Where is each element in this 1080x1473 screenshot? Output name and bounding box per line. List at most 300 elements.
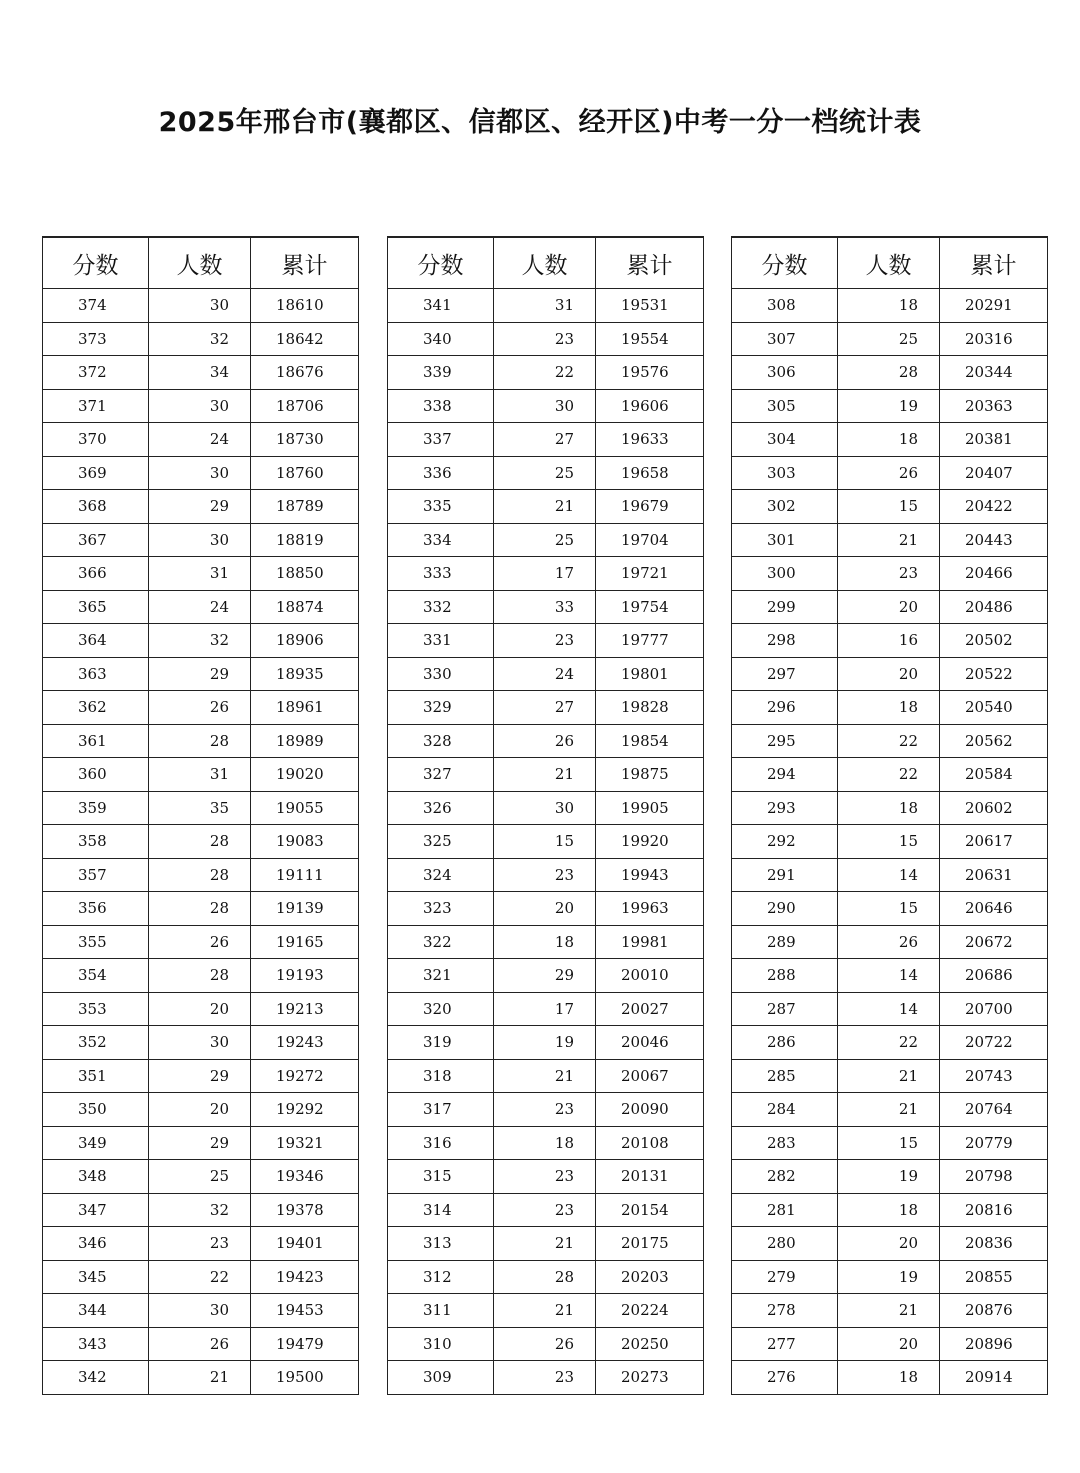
cumulative-cell: 20466 bbox=[940, 557, 1048, 591]
table-row bbox=[732, 1193, 1048, 1227]
table-row bbox=[732, 858, 1048, 892]
score-cell: 309 bbox=[388, 1361, 494, 1395]
table-row bbox=[732, 1260, 1048, 1294]
count-cell: 21 bbox=[494, 1227, 596, 1261]
table-row bbox=[43, 825, 359, 859]
table-row bbox=[43, 590, 359, 624]
count-cell: 14 bbox=[838, 992, 940, 1026]
count-cell: 24 bbox=[149, 590, 251, 624]
table-row bbox=[732, 590, 1048, 624]
score-cell: 286 bbox=[732, 1026, 838, 1060]
score-cell: 353 bbox=[43, 992, 149, 1026]
cumulative-cell: 20027 bbox=[596, 992, 704, 1026]
score-cell: 328 bbox=[388, 724, 494, 758]
count-cell: 18 bbox=[838, 791, 940, 825]
table-row bbox=[43, 289, 359, 323]
table-header bbox=[43, 237, 359, 289]
table-row bbox=[43, 992, 359, 1026]
score-cell: 287 bbox=[732, 992, 838, 1026]
cumulative-cell: 19828 bbox=[596, 691, 704, 725]
count-cell: 14 bbox=[838, 858, 940, 892]
table-row bbox=[732, 758, 1048, 792]
cumulative-cell: 18935 bbox=[251, 657, 359, 691]
score-cell: 314 bbox=[388, 1193, 494, 1227]
count-cell: 29 bbox=[149, 490, 251, 524]
count-cell: 30 bbox=[149, 1294, 251, 1328]
cumulative-cell: 20602 bbox=[940, 791, 1048, 825]
count-cell: 23 bbox=[494, 1361, 596, 1395]
cumulative-cell: 20562 bbox=[940, 724, 1048, 758]
table-row bbox=[43, 892, 359, 926]
score-cell: 330 bbox=[388, 657, 494, 691]
score-cell: 342 bbox=[43, 1361, 149, 1395]
cumulative-cell: 19801 bbox=[596, 657, 704, 691]
cumulative-cell: 18676 bbox=[251, 356, 359, 390]
count-cell: 32 bbox=[149, 1193, 251, 1227]
cumulative-cell: 20816 bbox=[940, 1193, 1048, 1227]
score-cell: 291 bbox=[732, 858, 838, 892]
score-cell: 307 bbox=[732, 322, 838, 356]
count-cell: 23 bbox=[149, 1227, 251, 1261]
cumulative-cell: 19658 bbox=[596, 456, 704, 490]
count-cell: 28 bbox=[149, 858, 251, 892]
cumulative-cell: 20486 bbox=[940, 590, 1048, 624]
cumulative-cell: 20250 bbox=[596, 1327, 704, 1361]
table-row bbox=[732, 1327, 1048, 1361]
count-cell: 20 bbox=[149, 992, 251, 1026]
table-row bbox=[43, 959, 359, 993]
score-cell: 333 bbox=[388, 557, 494, 591]
count-cell: 19 bbox=[838, 389, 940, 423]
count-cell: 18 bbox=[838, 289, 940, 323]
count-cell: 21 bbox=[494, 490, 596, 524]
table-row bbox=[732, 791, 1048, 825]
score-cell: 329 bbox=[388, 691, 494, 725]
table-row bbox=[388, 825, 704, 859]
count-cell: 19 bbox=[838, 1160, 940, 1194]
table-row bbox=[732, 724, 1048, 758]
score-cell: 288 bbox=[732, 959, 838, 993]
table-row bbox=[732, 523, 1048, 557]
cumulative-cell: 20646 bbox=[940, 892, 1048, 926]
score-cell: 285 bbox=[732, 1059, 838, 1093]
score-cell: 295 bbox=[732, 724, 838, 758]
cumulative-cell: 19479 bbox=[251, 1327, 359, 1361]
table-row bbox=[732, 925, 1048, 959]
table-row bbox=[43, 657, 359, 691]
count-cell: 26 bbox=[838, 925, 940, 959]
score-cell: 276 bbox=[732, 1361, 838, 1395]
score-cell: 324 bbox=[388, 858, 494, 892]
cumulative-cell: 20914 bbox=[940, 1361, 1048, 1395]
table-row bbox=[388, 322, 704, 356]
score-cell: 310 bbox=[388, 1327, 494, 1361]
table-row bbox=[732, 356, 1048, 390]
score-cell: 304 bbox=[732, 423, 838, 457]
count-cell: 21 bbox=[838, 1059, 940, 1093]
cumulative-cell: 18989 bbox=[251, 724, 359, 758]
header-score: 分数 bbox=[43, 237, 149, 289]
table-row bbox=[43, 557, 359, 591]
header-cumulative: 累计 bbox=[596, 237, 704, 289]
cumulative-cell: 18874 bbox=[251, 590, 359, 624]
cumulative-cell: 19500 bbox=[251, 1361, 359, 1395]
score-cell: 323 bbox=[388, 892, 494, 926]
count-cell: 29 bbox=[149, 1059, 251, 1093]
count-cell: 23 bbox=[494, 1093, 596, 1127]
table-row bbox=[388, 1093, 704, 1127]
cumulative-cell: 18819 bbox=[251, 523, 359, 557]
count-cell: 23 bbox=[494, 858, 596, 892]
cumulative-cell: 20722 bbox=[940, 1026, 1048, 1060]
count-cell: 23 bbox=[494, 1160, 596, 1194]
cumulative-cell: 20743 bbox=[940, 1059, 1048, 1093]
count-cell: 27 bbox=[494, 691, 596, 725]
header-count: 人数 bbox=[838, 237, 940, 289]
cumulative-cell: 20896 bbox=[940, 1327, 1048, 1361]
table-row bbox=[388, 959, 704, 993]
score-cell: 315 bbox=[388, 1160, 494, 1194]
score-cell: 367 bbox=[43, 523, 149, 557]
count-cell: 24 bbox=[149, 423, 251, 457]
score-cell: 319 bbox=[388, 1026, 494, 1060]
table-row bbox=[732, 322, 1048, 356]
header-score: 分数 bbox=[388, 237, 494, 289]
score-cell: 348 bbox=[43, 1160, 149, 1194]
cumulative-cell: 20154 bbox=[596, 1193, 704, 1227]
score-cell: 350 bbox=[43, 1093, 149, 1127]
score-cell: 374 bbox=[43, 289, 149, 323]
count-cell: 21 bbox=[494, 1059, 596, 1093]
table-row bbox=[43, 356, 359, 390]
score-cell: 351 bbox=[43, 1059, 149, 1093]
cumulative-cell: 20617 bbox=[940, 825, 1048, 859]
score-cell: 332 bbox=[388, 590, 494, 624]
score-cell: 280 bbox=[732, 1227, 838, 1261]
count-cell: 31 bbox=[494, 289, 596, 323]
score-cell: 361 bbox=[43, 724, 149, 758]
table-row bbox=[388, 456, 704, 490]
score-cell: 346 bbox=[43, 1227, 149, 1261]
count-cell: 21 bbox=[838, 1093, 940, 1127]
table-row bbox=[43, 691, 359, 725]
count-cell: 30 bbox=[149, 289, 251, 323]
cumulative-cell: 19346 bbox=[251, 1160, 359, 1194]
cumulative-cell: 20686 bbox=[940, 959, 1048, 993]
table-row bbox=[43, 624, 359, 658]
cumulative-cell: 20090 bbox=[596, 1093, 704, 1127]
count-cell: 15 bbox=[494, 825, 596, 859]
table-row bbox=[388, 1260, 704, 1294]
cumulative-cell: 18642 bbox=[251, 322, 359, 356]
count-cell: 16 bbox=[838, 624, 940, 658]
score-cell: 359 bbox=[43, 791, 149, 825]
cumulative-cell: 20672 bbox=[940, 925, 1048, 959]
table-row bbox=[388, 858, 704, 892]
score-cell: 290 bbox=[732, 892, 838, 926]
score-cell: 300 bbox=[732, 557, 838, 591]
cumulative-cell: 20779 bbox=[940, 1126, 1048, 1160]
cumulative-cell: 19943 bbox=[596, 858, 704, 892]
table-row bbox=[732, 959, 1048, 993]
count-cell: 15 bbox=[838, 1126, 940, 1160]
table-row bbox=[43, 389, 359, 423]
score-table-1 bbox=[42, 236, 359, 1395]
cumulative-cell: 20316 bbox=[940, 322, 1048, 356]
table-header bbox=[388, 237, 704, 289]
count-cell: 21 bbox=[494, 1294, 596, 1328]
count-cell: 23 bbox=[494, 1193, 596, 1227]
table-row bbox=[388, 423, 704, 457]
score-cell: 327 bbox=[388, 758, 494, 792]
count-cell: 30 bbox=[494, 791, 596, 825]
table-row bbox=[43, 1126, 359, 1160]
header-count: 人数 bbox=[149, 237, 251, 289]
count-cell: 28 bbox=[149, 959, 251, 993]
score-cell: 316 bbox=[388, 1126, 494, 1160]
table-row bbox=[43, 1294, 359, 1328]
table-row bbox=[43, 523, 359, 557]
score-cell: 345 bbox=[43, 1260, 149, 1294]
count-cell: 26 bbox=[494, 1327, 596, 1361]
cumulative-cell: 20067 bbox=[596, 1059, 704, 1093]
cumulative-cell: 20443 bbox=[940, 523, 1048, 557]
count-cell: 22 bbox=[149, 1260, 251, 1294]
count-cell: 21 bbox=[494, 758, 596, 792]
table-row bbox=[732, 1361, 1048, 1395]
count-cell: 15 bbox=[838, 825, 940, 859]
table-row bbox=[732, 691, 1048, 725]
count-cell: 24 bbox=[494, 657, 596, 691]
table-row bbox=[388, 624, 704, 658]
cumulative-cell: 19633 bbox=[596, 423, 704, 457]
table-row bbox=[388, 1059, 704, 1093]
table-row bbox=[388, 1361, 704, 1395]
table-row bbox=[43, 791, 359, 825]
count-cell: 33 bbox=[494, 590, 596, 624]
cumulative-cell: 19401 bbox=[251, 1227, 359, 1261]
cumulative-cell: 20010 bbox=[596, 959, 704, 993]
count-cell: 28 bbox=[838, 356, 940, 390]
table-row bbox=[43, 1260, 359, 1294]
score-cell: 337 bbox=[388, 423, 494, 457]
score-cell: 343 bbox=[43, 1327, 149, 1361]
table-row bbox=[732, 289, 1048, 323]
table-row bbox=[732, 557, 1048, 591]
count-cell: 25 bbox=[149, 1160, 251, 1194]
score-cell: 354 bbox=[43, 959, 149, 993]
cumulative-cell: 20522 bbox=[940, 657, 1048, 691]
count-cell: 20 bbox=[838, 590, 940, 624]
score-cell: 302 bbox=[732, 490, 838, 524]
cumulative-cell: 19905 bbox=[596, 791, 704, 825]
table-row bbox=[732, 657, 1048, 691]
score-cell: 317 bbox=[388, 1093, 494, 1127]
table-row bbox=[43, 423, 359, 457]
count-cell: 18 bbox=[838, 1361, 940, 1395]
table-row bbox=[388, 389, 704, 423]
cumulative-cell: 20584 bbox=[940, 758, 1048, 792]
count-cell: 31 bbox=[149, 758, 251, 792]
score-cell: 301 bbox=[732, 523, 838, 557]
score-cell: 278 bbox=[732, 1294, 838, 1328]
cumulative-cell: 19111 bbox=[251, 858, 359, 892]
table-row bbox=[388, 1193, 704, 1227]
table-row bbox=[43, 490, 359, 524]
cumulative-cell: 19213 bbox=[251, 992, 359, 1026]
count-cell: 21 bbox=[149, 1361, 251, 1395]
cumulative-cell: 20407 bbox=[940, 456, 1048, 490]
score-cell: 313 bbox=[388, 1227, 494, 1261]
count-cell: 30 bbox=[149, 389, 251, 423]
cumulative-cell: 18906 bbox=[251, 624, 359, 658]
count-cell: 28 bbox=[149, 892, 251, 926]
score-cell: 320 bbox=[388, 992, 494, 1026]
cumulative-cell: 19875 bbox=[596, 758, 704, 792]
score-cell: 277 bbox=[732, 1327, 838, 1361]
table-row bbox=[43, 1059, 359, 1093]
cumulative-cell: 19020 bbox=[251, 758, 359, 792]
count-cell: 22 bbox=[838, 1026, 940, 1060]
table-row bbox=[43, 1160, 359, 1194]
table-row bbox=[43, 724, 359, 758]
table-row bbox=[388, 356, 704, 390]
page-title: 2025年邢台市(襄都区、信都区、经开区)中考一分一档统计表 bbox=[158, 107, 922, 138]
score-cell: 373 bbox=[43, 322, 149, 356]
score-cell: 341 bbox=[388, 289, 494, 323]
table-row bbox=[43, 1193, 359, 1227]
cumulative-cell: 20764 bbox=[940, 1093, 1048, 1127]
count-cell: 18 bbox=[838, 691, 940, 725]
cumulative-cell: 20422 bbox=[940, 490, 1048, 524]
count-cell: 19 bbox=[838, 1260, 940, 1294]
count-cell: 29 bbox=[149, 1126, 251, 1160]
cumulative-cell: 18789 bbox=[251, 490, 359, 524]
score-cell: 360 bbox=[43, 758, 149, 792]
count-cell: 21 bbox=[838, 1294, 940, 1328]
cumulative-cell: 20291 bbox=[940, 289, 1048, 323]
cumulative-cell: 20203 bbox=[596, 1260, 704, 1294]
count-cell: 22 bbox=[494, 356, 596, 390]
table-row bbox=[43, 1227, 359, 1261]
count-cell: 17 bbox=[494, 557, 596, 591]
table-row bbox=[43, 1026, 359, 1060]
table-row bbox=[388, 724, 704, 758]
cumulative-cell: 19963 bbox=[596, 892, 704, 926]
count-cell: 26 bbox=[494, 724, 596, 758]
header-score: 分数 bbox=[732, 237, 838, 289]
score-cell: 336 bbox=[388, 456, 494, 490]
header-cumulative: 累计 bbox=[940, 237, 1048, 289]
score-cell: 305 bbox=[732, 389, 838, 423]
score-cell: 298 bbox=[732, 624, 838, 658]
count-cell: 18 bbox=[494, 925, 596, 959]
table-row bbox=[732, 389, 1048, 423]
count-cell: 18 bbox=[494, 1126, 596, 1160]
table-row bbox=[43, 1093, 359, 1127]
score-cell: 344 bbox=[43, 1294, 149, 1328]
score-cell: 294 bbox=[732, 758, 838, 792]
table-row bbox=[732, 490, 1048, 524]
score-cell: 312 bbox=[388, 1260, 494, 1294]
table-row bbox=[43, 322, 359, 356]
cumulative-cell: 20381 bbox=[940, 423, 1048, 457]
score-cell: 349 bbox=[43, 1126, 149, 1160]
cumulative-cell: 20224 bbox=[596, 1294, 704, 1328]
table-row bbox=[732, 1294, 1048, 1328]
score-cell: 297 bbox=[732, 657, 838, 691]
score-cell: 355 bbox=[43, 925, 149, 959]
score-cell: 322 bbox=[388, 925, 494, 959]
table-row bbox=[43, 456, 359, 490]
count-cell: 30 bbox=[149, 523, 251, 557]
cumulative-cell: 19576 bbox=[596, 356, 704, 390]
table-row bbox=[388, 590, 704, 624]
table-row bbox=[388, 523, 704, 557]
count-cell: 22 bbox=[838, 758, 940, 792]
cumulative-cell: 18730 bbox=[251, 423, 359, 457]
score-cell: 282 bbox=[732, 1160, 838, 1194]
score-table-2 bbox=[387, 236, 704, 1395]
score-cell: 335 bbox=[388, 490, 494, 524]
count-cell: 26 bbox=[149, 1327, 251, 1361]
cumulative-cell: 19139 bbox=[251, 892, 359, 926]
table-row bbox=[388, 1327, 704, 1361]
cumulative-cell: 20273 bbox=[596, 1361, 704, 1395]
header-count: 人数 bbox=[494, 237, 596, 289]
cumulative-cell: 18850 bbox=[251, 557, 359, 591]
count-cell: 21 bbox=[838, 523, 940, 557]
table-row bbox=[732, 825, 1048, 859]
cumulative-cell: 18760 bbox=[251, 456, 359, 490]
score-cell: 299 bbox=[732, 590, 838, 624]
count-cell: 29 bbox=[149, 657, 251, 691]
table-row bbox=[388, 557, 704, 591]
table-row bbox=[388, 992, 704, 1026]
table-row bbox=[732, 456, 1048, 490]
count-cell: 26 bbox=[149, 925, 251, 959]
score-cell: 326 bbox=[388, 791, 494, 825]
count-cell: 20 bbox=[149, 1093, 251, 1127]
score-cell: 340 bbox=[388, 322, 494, 356]
score-cell: 369 bbox=[43, 456, 149, 490]
table-row bbox=[388, 925, 704, 959]
count-cell: 27 bbox=[494, 423, 596, 457]
score-cell: 362 bbox=[43, 691, 149, 725]
cumulative-cell: 19854 bbox=[596, 724, 704, 758]
count-cell: 23 bbox=[838, 557, 940, 591]
table-row bbox=[388, 1294, 704, 1328]
table-row bbox=[388, 657, 704, 691]
table-row bbox=[43, 758, 359, 792]
score-cell: 308 bbox=[732, 289, 838, 323]
score-cell: 363 bbox=[43, 657, 149, 691]
cumulative-cell: 18961 bbox=[251, 691, 359, 725]
cumulative-cell: 20540 bbox=[940, 691, 1048, 725]
count-cell: 34 bbox=[149, 356, 251, 390]
count-cell: 29 bbox=[494, 959, 596, 993]
count-cell: 26 bbox=[838, 456, 940, 490]
cumulative-cell: 19554 bbox=[596, 322, 704, 356]
header-cumulative: 累计 bbox=[251, 237, 359, 289]
count-cell: 20 bbox=[838, 657, 940, 691]
count-cell: 20 bbox=[838, 1227, 940, 1261]
cumulative-cell: 19423 bbox=[251, 1260, 359, 1294]
table-row bbox=[388, 691, 704, 725]
count-cell: 22 bbox=[838, 724, 940, 758]
cumulative-cell: 20344 bbox=[940, 356, 1048, 390]
count-cell: 28 bbox=[149, 825, 251, 859]
